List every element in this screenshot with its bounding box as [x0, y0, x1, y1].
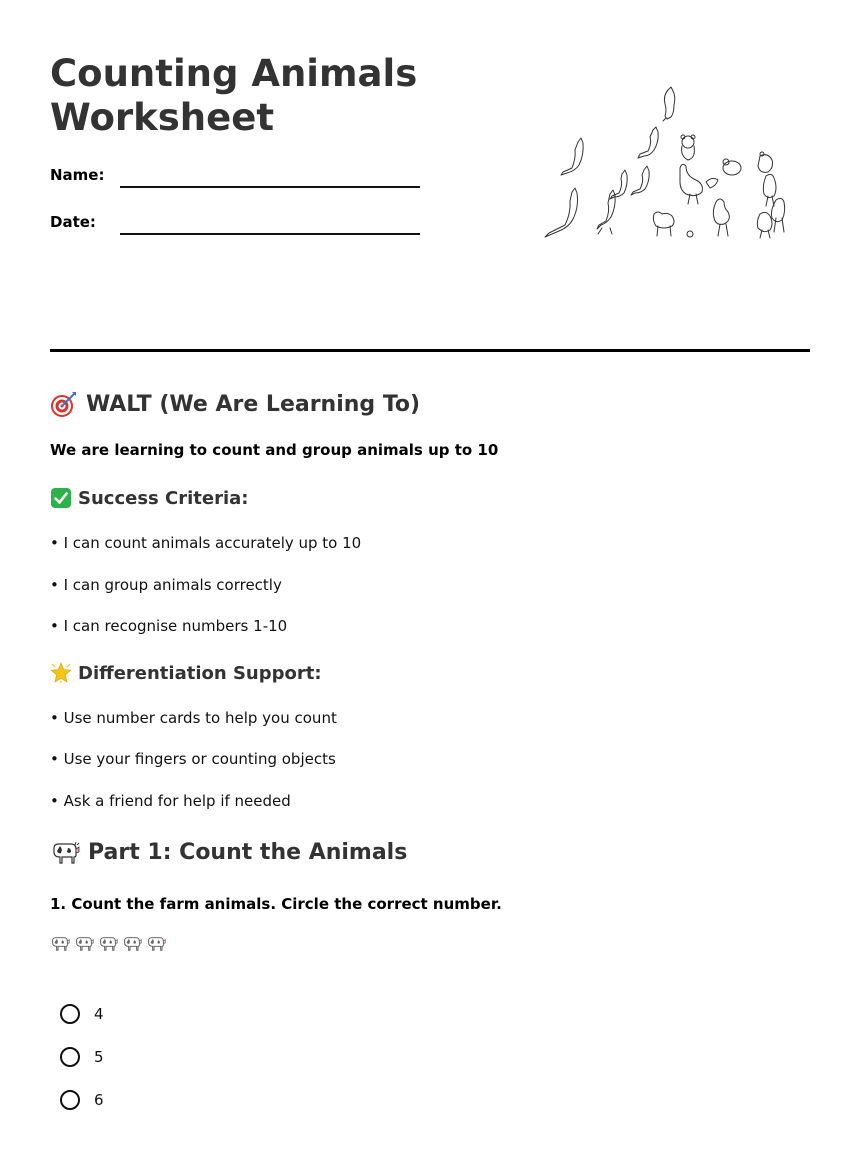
- success-criteria-text: Success Criteria:: [78, 487, 249, 509]
- kangaroo-drawing: [610, 166, 649, 199]
- radio-circle[interactable]: [60, 1090, 80, 1110]
- possum-drawing: [758, 152, 773, 172]
- kangaroo-drawing: [597, 190, 615, 234]
- differentiation-item: • Use your fingers or counting objects: [50, 750, 336, 768]
- koala-drawing: [681, 135, 695, 160]
- differentiation-item: • Ask a friend for help if needed: [50, 792, 291, 810]
- title-line-2: Worksheet: [50, 96, 275, 139]
- bird-drawing: [706, 178, 718, 188]
- answer-option-6[interactable]: [60, 1090, 104, 1110]
- answer-option-label: 5: [94, 1048, 104, 1066]
- cassowary-drawing: [763, 174, 776, 206]
- success-criteria-heading: [50, 487, 248, 509]
- kangaroo-drawing: [561, 138, 583, 175]
- name-field[interactable]: [120, 186, 420, 188]
- check-box-icon: [50, 487, 72, 509]
- radio-circle[interactable]: [60, 1047, 80, 1067]
- cow-icon: [74, 934, 94, 952]
- radio-circle[interactable]: [60, 1004, 80, 1024]
- date-label: Date:: [50, 213, 96, 231]
- answer-option-4[interactable]: [60, 1004, 104, 1024]
- differentiation-item: • Use number cards to help you count: [50, 709, 337, 727]
- title-line-1: Counting Animals: [50, 52, 418, 95]
- cow-icon: [50, 934, 70, 952]
- worksheet-title: [50, 52, 470, 140]
- emu-drawing: [680, 164, 702, 204]
- success-criteria-item: • I can group animals correctly: [50, 576, 282, 594]
- success-criteria-item: • I can count animals accurately up to 10: [50, 534, 362, 552]
- emu-drawing: [757, 212, 772, 238]
- cow-row: [50, 934, 166, 952]
- walt-statement: We are learning to count and group animals up to 10: [50, 441, 499, 459]
- animals-illustration: [540, 82, 790, 244]
- cow-icon: [122, 934, 142, 952]
- cow-icon: [98, 934, 118, 952]
- answer-option-label: 4: [94, 1005, 104, 1023]
- lamb-drawing: [653, 212, 693, 237]
- kangaroo-drawing: [663, 87, 675, 121]
- wombat-drawing: [723, 159, 741, 175]
- part1-heading-text: Part 1: Count the Animals: [88, 839, 408, 865]
- kangaroo-drawing: [638, 127, 658, 158]
- success-criteria-item: • I can recognise numbers 1-10: [50, 617, 288, 635]
- date-field[interactable]: [120, 233, 420, 235]
- part1-heading: [50, 839, 407, 865]
- cow-icon: [50, 839, 80, 865]
- star-icon: [50, 662, 72, 684]
- section-divider: [50, 349, 810, 352]
- differentiation-heading: [50, 662, 322, 684]
- answer-option-label: 6: [94, 1091, 104, 1109]
- kangaroo-drawing: [545, 188, 578, 237]
- target-icon: [50, 390, 78, 418]
- walt-heading: [50, 390, 420, 418]
- cow-icon: [146, 934, 166, 952]
- question-1: 1. Count the farm animals. Circle the correct number.: [50, 895, 502, 913]
- differentiation-text: Differentiation Support:: [78, 662, 322, 684]
- name-label: Name:: [50, 166, 105, 184]
- walt-heading-text: WALT (We Are Learning To): [86, 391, 421, 417]
- emu-drawing: [713, 199, 729, 236]
- answer-option-5[interactable]: [60, 1047, 104, 1067]
